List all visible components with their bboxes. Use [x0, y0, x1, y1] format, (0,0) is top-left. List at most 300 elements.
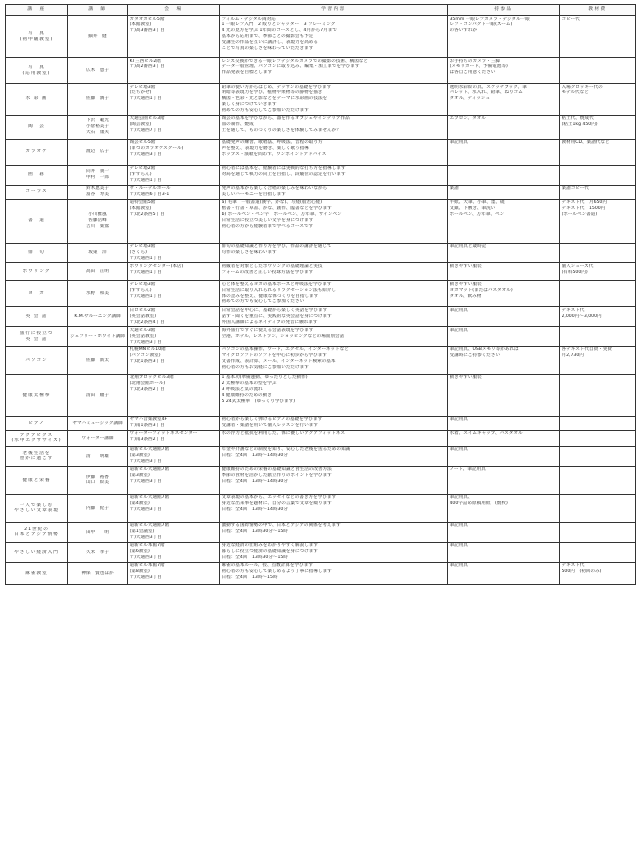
cell-line: (たちかぜ) [129, 90, 152, 96]
cell-line: (第8教室) [129, 569, 150, 575]
cell-line: ボールペン、万年筆、ペン [449, 211, 505, 217]
cell-line: 文書作成、表計算、メール、インターネット検索の基本 [221, 359, 336, 365]
cell-line: 〒)南1条西3丁目 [129, 423, 165, 429]
cell-line: テレビ塔3階 [129, 281, 156, 287]
cell-line: パソコンの基本操作、ワード、エクセル、インターネットなど [221, 347, 349, 353]
table-row [6, 542, 636, 562]
cell-line: 坂東 洋 [88, 249, 107, 255]
cell-course [6, 58, 68, 84]
header-venue: 会 場 [128, 5, 220, 16]
cell-line: テレビ塔3階 [129, 244, 156, 250]
cell-line: 一人で楽しむ [19, 502, 54, 508]
cell-fee [560, 374, 636, 416]
cell-line: 道新ビル本館7階 [129, 563, 165, 569]
cell-line: 小川雅風 [88, 212, 107, 218]
cell-content [220, 139, 448, 165]
cell-course [6, 327, 68, 347]
cell-content [220, 307, 448, 327]
cell-lecturer [68, 243, 128, 263]
cell-line: 初心者の方も安心して楽しめるよう丁寧に指導します [221, 569, 332, 575]
cell-lecturer [68, 430, 128, 446]
cell-items [448, 165, 560, 185]
cell-line: (メモリカード、予備電池等) [449, 64, 508, 70]
cell-course [6, 165, 68, 185]
cell-line: フィルム・デジタル両対応 [221, 16, 276, 22]
cell-line: 日本とアジア情勢 [14, 532, 59, 538]
cell-line: 初級者を対象としたボウリングの基礎理論と実技 [221, 263, 323, 269]
cell-lecturer [68, 263, 128, 281]
cell-content [220, 446, 448, 466]
cell-line: 神保 賢也ほか [81, 570, 114, 576]
cell-line: テキスト代 1500円 [561, 205, 606, 211]
cell-line: フォームの改善と正しい投球方法を学びます [221, 269, 314, 275]
cell-lecturer [68, 58, 128, 84]
cell-lecturer [68, 522, 128, 542]
cell-line: コーラス [25, 189, 48, 195]
cell-line: 大通ビル3階 [129, 327, 156, 333]
cell-line: 筆記用具 [449, 417, 468, 423]
cell-line: 札幌MNビル10階 [129, 347, 166, 353]
header-items: 持参品 [448, 5, 560, 16]
cell-course [6, 374, 68, 416]
cell-items [448, 446, 560, 466]
cell-fee [560, 562, 636, 584]
cell-line: モデル代など [561, 90, 589, 96]
cell-line: 水 彩 画 [25, 96, 48, 102]
cell-line: 海外旅行ですぐに使える会話表現を学びます [221, 327, 314, 333]
cell-lecturer [68, 562, 128, 584]
cell-line: 筆記用具と歳時記 [449, 244, 487, 250]
cell-line: 清 明雄 [86, 453, 109, 459]
table-row [6, 84, 636, 116]
cell-items [448, 58, 560, 84]
cell-line: 教材用CD、楽譜代など [561, 140, 610, 146]
cell-line: 〒)北2条西5丁目 [129, 211, 165, 217]
table-row [6, 243, 636, 263]
cell-fee [560, 58, 636, 84]
cell-content [220, 281, 448, 307]
table-row [6, 139, 636, 165]
cell-course [6, 115, 68, 139]
table-row [6, 430, 636, 446]
cell-line: KT三西ビル2階 [129, 58, 161, 64]
cell-line: タオル、ティッシュ [449, 96, 491, 102]
cell-course [6, 446, 68, 466]
table-row [6, 446, 636, 466]
cell-line: テレビ塔3階 [129, 84, 156, 90]
cell-line: 動きやすい服装 [449, 375, 482, 381]
cell-fee [560, 84, 636, 116]
table-row [6, 58, 636, 84]
cell-line: 2 太極拳の基本の型を学ぶ [221, 381, 277, 387]
table-row [6, 165, 636, 185]
cell-line: 道新ビル本館7階 [129, 543, 165, 549]
cell-venue [128, 327, 220, 347]
cell-course [6, 346, 68, 374]
cell-line: ガタオカビル5階 [129, 16, 165, 22]
cell-line: (すずらん) [129, 287, 152, 293]
cell-line: 日程：全4回 13時〜14時30分 [221, 453, 288, 459]
cell-line: 麻雀教室 [25, 570, 48, 576]
cell-line: 〒)大通西3丁目 [129, 575, 162, 581]
cell-line: 大通公園ビル3階 [129, 116, 165, 122]
cell-line: 下沢 範光 [86, 118, 109, 124]
cell-line: 水野 和美 [86, 290, 109, 296]
cell-lecturer [68, 115, 128, 139]
cell-items [448, 327, 560, 347]
cell-course [6, 430, 68, 446]
cell-line: 道新ビル大通館7階 [129, 495, 170, 501]
cell-fee [560, 416, 636, 430]
cell-line: 久米 孝子 [86, 549, 109, 555]
cell-line: 2,000円〜3,000円 [561, 313, 602, 319]
cell-venue [128, 446, 220, 466]
cell-line: 日常生活に役立つ美しい文字を身につけます [221, 217, 314, 223]
cell-items [448, 139, 560, 165]
cell-venue [128, 185, 220, 199]
cell-fee [560, 139, 636, 165]
cell-line: 筆記用具 [449, 523, 468, 529]
cell-items [448, 542, 560, 562]
cell-line: 〒)北1条西3丁目 [129, 359, 165, 365]
cell-line: データ一般管理、パソコンに取り込み、編集・加工までを学びます [221, 64, 360, 70]
cell-fee [560, 446, 636, 466]
cell-lecturer [68, 16, 128, 58]
cell-line: パソコン [25, 357, 48, 363]
cell-line: 陶芸ビル5階 [129, 140, 156, 146]
cell-course [6, 139, 68, 165]
cell-line: 年金や介護などの制度を知り、安心した老後を送るための知識 [221, 447, 351, 453]
cell-line: 〒)大通西1丁目 [129, 177, 162, 183]
header-lecturer: 講 師 [68, 5, 128, 16]
cell-fee [560, 115, 636, 139]
cell-line: 暮らしに役立つ経済の基礎知識を身につけます [221, 549, 318, 555]
cell-course [6, 522, 68, 542]
cell-line: 俳 句 [28, 249, 45, 255]
cell-line: 麻雀の基本ルール、役、点数計算を学びます [221, 563, 313, 569]
cell-line: 日程：全4回 13時〜15時 [221, 575, 278, 581]
cell-line: K.M.ザルーニング講師 [74, 313, 121, 319]
cell-line: 北翔ブロックビル3階 [129, 375, 174, 381]
cell-items [448, 115, 560, 139]
cell-lecturer [68, 185, 128, 199]
cell-line: 初心者には基本を、経験者には実戦的な打ち方を指導します [221, 166, 346, 172]
cell-lecturer [68, 327, 128, 347]
table-row [6, 263, 636, 281]
cell-lecturer [68, 281, 128, 307]
cell-lecturer [68, 542, 128, 562]
cell-line: 細井 健 [88, 33, 107, 39]
cell-line: の各いずれか [449, 28, 478, 34]
cell-line: ピアノ [28, 420, 45, 426]
cell-line: 話す・聞くを重点に、実践的な英会話を身につけます [221, 313, 332, 319]
cell-line: ボウリング [22, 268, 51, 274]
cell-line: 山口 絵美 [86, 480, 109, 486]
cell-line: ザ・ルーテルホール [129, 186, 171, 192]
cell-line: 月2,730円 [561, 353, 584, 359]
cell-line: (有料500円) [561, 269, 588, 275]
cell-course [6, 281, 68, 307]
cell-line: 筆記用具 [449, 140, 468, 146]
cell-line: ウォーターフィットネスセンター [129, 431, 198, 437]
cell-line: 〒)大通西3丁目 [129, 507, 162, 513]
cell-line: 初心者から楽しく弾けるピアノの基礎を学びます [221, 417, 323, 423]
cell-line: (第3教室) [129, 453, 150, 459]
table-body [6, 16, 636, 585]
cell-line: 広木 恵子 [86, 67, 109, 73]
cell-line: 半紙、大筆、小筆、墨、硯 [449, 200, 505, 206]
cell-lecturer [68, 466, 128, 494]
table-row [6, 466, 636, 494]
cell-line: 渡辺 広子 [86, 149, 109, 155]
cell-line: 健康維持のための栄養の基礎知識と食生活の改善方法 [221, 467, 332, 473]
cell-line: 筆記用具 [449, 307, 468, 313]
cell-venue [128, 165, 220, 185]
cell-line: (第4教室) [129, 501, 150, 507]
cell-line: 明暗等表現力を学び、植物や果物等の静物を描き [221, 90, 323, 96]
cell-line: ヤマハミュージック講師 [72, 420, 123, 426]
cell-line: テキスト代 [561, 307, 585, 313]
table-row [6, 281, 636, 307]
cell-line: 文鎮、下敷き、筆洗い [449, 205, 496, 211]
cell-venue [128, 374, 220, 416]
cell-line: ヤマハ音楽教室4F [129, 417, 168, 423]
cell-line: 日程：全4回 13時30分〜15時 [221, 555, 288, 561]
cell-lecturer [68, 494, 128, 522]
cell-line: 個人シューズ代 [561, 263, 594, 269]
cell-content [220, 58, 448, 84]
cell-line: (英会話教室) [129, 333, 157, 339]
cell-fee [560, 430, 636, 446]
cell-line: 陶芸の基本を学びながら、器を作るオブジェやインテリア作品 [221, 116, 350, 122]
cell-line: エプロン、タオル [449, 116, 486, 122]
cell-content [220, 542, 448, 562]
cell-line: レンズ交換ができる一眼レフデジタルカメラでの撮影の技術、構図など [221, 58, 368, 64]
cell-venue [128, 346, 220, 374]
cell-line: 〒)大通西3丁目 [129, 459, 162, 465]
cell-line: 〒)北3条西2丁目 [129, 387, 165, 393]
cell-line: 筆記用具 [449, 327, 468, 333]
cell-fee [560, 494, 636, 522]
cell-venue [128, 307, 220, 327]
cell-line: 日ロビル2階 [129, 307, 156, 313]
table-row [6, 494, 636, 522]
cell-line: 外国人講師によるネイティブの発音に触れます [221, 319, 318, 325]
cell-line: 日程：全4回 13時30分〜15時 [221, 529, 288, 535]
cell-line: 伊藤 裕香 [86, 474, 109, 480]
cell-items [448, 185, 560, 199]
cell-line: 初心者の方から経験者まで学べるコースです [221, 223, 314, 229]
cell-venue [128, 562, 220, 584]
cell-line: 受講者・楽譜を用いて個人レッスンを行います [221, 423, 318, 429]
cell-lecturer [68, 165, 128, 185]
cell-course [6, 243, 68, 263]
cell-content [220, 199, 448, 243]
cell-line: 〒)高2番西3丁目 [129, 64, 165, 70]
cell-line: 動きやすい服装 [449, 263, 482, 269]
cell-course [6, 263, 68, 281]
cell-venue [128, 243, 220, 263]
cell-line: (本館教室) [129, 205, 152, 211]
cell-line: 季節の食材を活かした献立作りのポイントを学びます [221, 473, 332, 479]
cell-fee [560, 185, 636, 199]
table-row [6, 562, 636, 584]
cell-fee [560, 199, 636, 243]
cell-line: 旅行に役立つ [19, 330, 54, 336]
cell-lecturer [68, 84, 128, 116]
cell-line: 日常生活に取り入れられるリラクゼーション法も紹介し [221, 287, 336, 293]
cell-line: a) 毛筆 一般書道(漢字、かな)、写経(般若心経) [221, 200, 323, 206]
cell-items [448, 16, 560, 58]
cell-line: (英会話教室) [129, 313, 157, 319]
cell-line: (陶芸教室) [129, 121, 152, 127]
cell-fee [560, 16, 636, 58]
table-row [6, 327, 636, 347]
cell-line: 大石 康夫 [86, 129, 109, 135]
cell-line: 水着、スイムキャップ、バスタオル [449, 431, 523, 437]
cell-line: カラオケ [25, 149, 48, 155]
cell-lecturer [68, 374, 128, 416]
cell-lecturer [68, 446, 128, 466]
cell-line: 皿の制作、焼成 [221, 121, 254, 127]
cell-line: 佐藤岳峰 [88, 218, 107, 224]
cell-line: 受講時にご持参ください [449, 353, 501, 359]
cell-line: 日程：全4回 13時〜14時30分 [221, 479, 288, 485]
cell-line: タオル、飲み物 [449, 293, 482, 299]
cell-line: 作品発表を目標とします [221, 70, 273, 76]
cell-content [220, 243, 448, 263]
cell-line: 陶 芸 [28, 124, 45, 130]
cell-lecturer [68, 307, 128, 327]
cell-line: 楽譜コピー代 [561, 186, 589, 192]
cell-line: 日常会話を中心に、基礎から楽しく英語を学びます [221, 307, 328, 313]
cell-line: 日程：全4回 13時〜14時30分 [221, 507, 288, 513]
header-fee: 教材費 [560, 5, 636, 16]
cell-venue [128, 263, 220, 281]
cell-line: (初中級教室) [19, 36, 54, 42]
header-row [6, 5, 636, 16]
cell-fee [560, 346, 636, 374]
cell-line: ことで写真の楽しさを味わっていただきます [221, 46, 314, 52]
cell-line: 入場クロッキー代の [561, 84, 603, 90]
cell-line: 激動する国際情勢の中で、日本とアジアの関係を考えます [221, 523, 341, 529]
cell-course [6, 199, 68, 243]
cell-line: 道新ビル大通館7階 [129, 523, 170, 529]
cell-line: 筆記用具 [449, 447, 468, 453]
cell-line: 声を整え、表現力を磨き、楽しく歌う指導 [221, 145, 309, 151]
cell-content [220, 327, 448, 347]
cell-venue [128, 466, 220, 494]
table-row [6, 374, 636, 416]
cell-content [220, 346, 448, 374]
cell-line: (本館教室) [129, 22, 152, 28]
cell-line: 高田 正明 [86, 268, 109, 274]
cell-line: 透明水彩絵の具、スケッチブック、筆 [449, 84, 527, 90]
cell-line: ポップス・演歌を問わず、ワンポイントアドバイス [221, 151, 327, 157]
cell-line: 〒)北2条西4丁目 [129, 319, 165, 325]
cell-line: やさしい文章表現 [14, 508, 59, 514]
cell-line: 写 真 [28, 30, 45, 36]
cell-items [448, 522, 560, 542]
cell-line: マイクロソフトのソフトを中心に初歩から学びます [221, 353, 327, 359]
cell-line: ノート、筆記用具 [449, 467, 486, 473]
cell-line: 〒)大通西7丁目 [129, 127, 162, 133]
cell-line: 筆記用具、 [449, 495, 473, 501]
cell-line: 4 健康維持のための動き [221, 393, 272, 399]
cell-line: 粘土代、焼成代 [561, 116, 594, 122]
cell-venue [128, 199, 220, 243]
cell-line: (すずらん) [129, 171, 152, 177]
cell-line: 向井 義一 [86, 169, 109, 175]
cell-line: 身近な出来事を題材に、自分の言葉で文章を綴ります [221, 501, 332, 507]
cell-line: (第3教室) [129, 473, 150, 479]
cell-line: コピー代 [561, 16, 580, 22]
cell-fee [560, 542, 636, 562]
cell-line: 〒)高3番西3丁目 [129, 28, 165, 34]
cell-line: 動きやすい服装 [449, 281, 482, 287]
cell-items [448, 346, 560, 374]
cell-fee [560, 327, 636, 347]
cell-items [448, 307, 560, 327]
cell-line: 美しいハーモニーを目指します [221, 191, 286, 197]
cell-line: 初めての方も安心してご参加いただけます [221, 108, 309, 114]
cell-line: 〒)南3条西2丁目 [129, 437, 165, 443]
cell-line: (水中エクササイズ) [11, 438, 62, 444]
cell-line: 〒)大通西3丁目 [129, 151, 162, 157]
header-course: 講 座 [6, 5, 68, 16]
cell-line: 〒)大通西1丁目 [129, 269, 162, 275]
cell-content [220, 430, 448, 446]
cell-lecturer [68, 199, 128, 243]
cell-line: (第1会議室) [129, 529, 155, 535]
cell-line: 初心者の方もお気軽にご参加いただけます [221, 365, 309, 371]
cell-line: 小倉裕美子 [86, 124, 109, 130]
cell-line: 中村 一郎 [86, 175, 109, 181]
cell-lecturer [68, 416, 128, 430]
table-row [6, 16, 636, 58]
cell-line: 対局を通じて棋力の向上を目指し、段級位の認定を行います [221, 171, 346, 177]
cell-line: (ボールペン書道) [561, 211, 598, 217]
cell-line: 道新ビル大通館7階 [129, 467, 170, 473]
cell-line: 4 光の見方を学ぶ 1年間のコースとし、4月から7月まで [221, 28, 337, 34]
cell-content [220, 374, 448, 416]
cell-line: 発声の基本から楽しく合唱の楽しみを味わいながら [221, 186, 328, 192]
cell-course [6, 542, 68, 562]
cell-items [448, 243, 560, 263]
cell-line: 基礎発声の練習、歌唱法、呼吸法、音程の取り方 [221, 140, 323, 146]
cell-line: 受講生の作品を互いに講評し、表現力を高める [221, 40, 318, 46]
cell-line: 俳句の基礎知識と作り方を学び、作品の講評を通じて [221, 244, 332, 250]
cell-course [6, 84, 68, 116]
cell-line: レフ・コンパクト一眼(ズーム) [449, 22, 513, 28]
cell-items [448, 281, 560, 307]
cell-line: 書 道 [28, 218, 45, 224]
cell-line: 英 会 話 [25, 313, 48, 319]
table-row [6, 307, 636, 327]
cell-line: 構図・色彩・光と影などをテーマに水彩画の技法を [221, 96, 328, 102]
cell-line: やさしい経済入門 [14, 549, 59, 555]
cell-lecturer [68, 346, 128, 374]
cell-line: (さくら) [129, 249, 147, 255]
cell-line: 21世紀の [24, 526, 49, 532]
cell-content [220, 416, 448, 430]
cell-line: 35mm 一眼レフカメラ・デジタル一眼 [449, 16, 530, 22]
table-row [6, 346, 636, 374]
cell-line: ジェフリー・ホワイト講師 [70, 333, 125, 339]
cell-items [448, 416, 560, 430]
cell-course [6, 494, 68, 522]
cell-line: (第6教室) [129, 549, 150, 555]
